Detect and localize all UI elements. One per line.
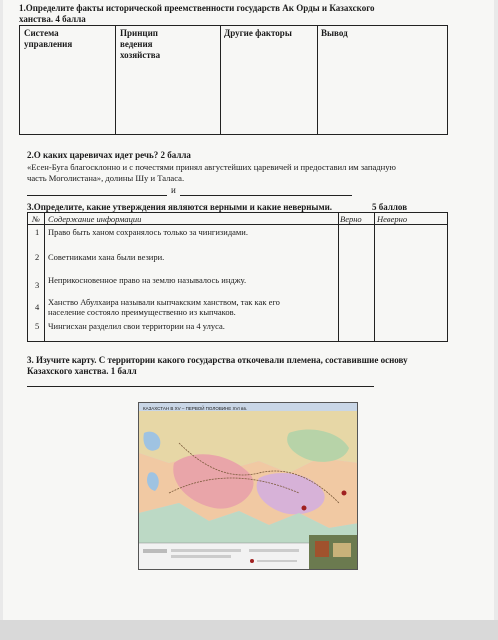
q3-header-true: Верно [340,214,362,224]
q3-row-3-text: Неприкосновенное право на землю называлось инджу. [48,275,247,285]
q3-header-num: № [32,214,41,224]
q1-table [19,25,448,135]
page-bottom-edge [0,620,498,640]
q1-header-other-factors: Другие факторы [224,28,292,38]
q4-answer-line[interactable] [27,386,374,387]
q3-row-4-text: Ханство Абулхаира называли кыпчакским ханством, так как его [48,297,280,307]
q1-header-governance: Система управления [24,28,73,49]
q3-row-4-text-cont: население состояло преимущественно из кыпчаков. [48,307,236,317]
q4-title-line2: Казахского ханства. 1 балл [27,366,137,376]
q3-table [27,212,448,342]
q3-row-2-text: Советниками хана были везири. [48,252,165,262]
q3-row-1-text: Право быть ханом сохранялось только за чингизидами. [48,227,248,237]
q3-row-4-num: 4 [35,302,40,312]
q2-title: 2.О каких царевичах идет речь? 2 балла [27,150,191,160]
q1-title-line1: 1.Определите факты исторической преемственности государств Ак Орды и Казахского [19,3,375,13]
q3-row-5-num: 5 [35,321,40,331]
q1-title-line2: ханства. 4 балла [19,14,86,24]
q3-row-3-num: 3 [35,280,40,290]
historical-map [138,402,358,570]
q3-row-5-text: Чингисхан разделил свои территории на 4 улуса. [48,321,225,331]
map-title: КАЗАХСТАН В XV – ПЕРВОЙ ПОЛОВИНЕ XVI вв. [143,406,248,411]
q3-title: 3.Определите, какие утверждения являются верными и какие неверными. [27,202,333,212]
q2-answer-line-1[interactable] [27,195,167,196]
q3-row-1-num: 1 [35,227,40,237]
q3-header-false: Неверно [377,214,408,224]
q1-header-conclusion: Вывод [321,28,348,38]
q3-header-content: Содержание информации [48,214,142,224]
q3-points: 5 баллов [372,202,408,212]
q2-text-line2: часть Моголистана», долины Шу и Таласа. [27,173,185,183]
map-illustration [139,403,358,570]
q3-row-2-num: 2 [35,252,40,262]
q4-title-line1: 3. Изучите карту. С территории какого государства откочевали племена, составившие основу [27,355,408,365]
q2-connector: и [171,185,176,195]
q1-header-economy: Принцип ведения хозяйства [120,28,161,60]
q2-answer-line-2[interactable] [180,195,352,196]
q2-text-line1: «Есен-Буга благосклонно и с почестями принял августейших царевичей и предоставил им западную [27,162,396,172]
